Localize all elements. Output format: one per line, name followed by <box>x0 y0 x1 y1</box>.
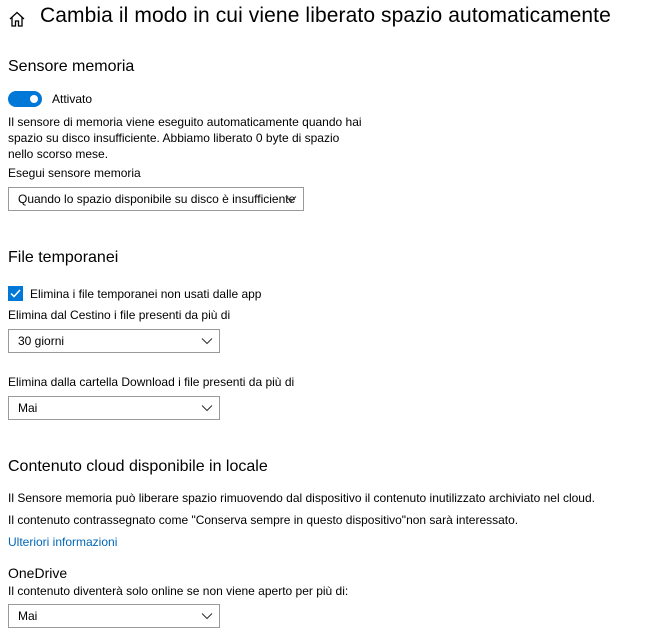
downloads-dropdown[interactable] <box>8 396 220 420</box>
learn-more-link[interactable]: Ulteriori informazioni <box>8 535 118 549</box>
chevron-down-icon <box>201 612 213 620</box>
home-icon[interactable] <box>8 10 26 28</box>
storage-sense-description-line-2: spazio su disco insufficiente. Abbiamo liberato 0 byte di spazio <box>8 131 340 145</box>
downloads-label: Elimina dalla cartella Download i file presenti da più di <box>8 375 295 389</box>
cloud-description-line-1: Il Sensore memoria può liberare spazio rimuovendo dal dispositivo il contenuto inutilizzato archiviato nel cloud. <box>8 491 595 505</box>
run-storage-sense-dropdown[interactable] <box>8 187 304 211</box>
dropdown-value: Mai <box>18 401 38 415</box>
toggle-state-label: Attivato <box>52 92 93 106</box>
dropdown-value: Quando lo spazio disponibile su disco è insufficiente <box>18 192 296 206</box>
chevron-down-icon <box>201 404 213 412</box>
temp-files-heading: File temporanei <box>8 249 119 266</box>
toggle-knob <box>30 95 38 103</box>
onedrive-label: Il contenuto diventerà solo online se non viene aperto per più di: <box>8 584 349 598</box>
storage-sense-description-line-3: nello scorso mese. <box>8 147 109 161</box>
cloud-content-heading: Contenuto cloud disponibile in locale <box>8 458 268 475</box>
delete-temp-files-label: Elimina i file temporanei non usati dalle app <box>30 287 262 301</box>
storage-sense-description-line-1: Il sensore di memoria viene eseguito automaticamente quando hai <box>8 115 362 129</box>
dropdown-value: Mai <box>18 609 38 623</box>
chevron-down-icon <box>285 195 297 203</box>
chevron-down-icon <box>201 337 213 345</box>
recycle-bin-dropdown[interactable] <box>8 329 220 353</box>
cloud-description-line-2: Il contenuto contrassegnato come "Conserva sempre in questo dispositivo"non sarà interessato. <box>8 513 519 527</box>
page-title: Cambia il modo in cui viene liberato spazio automaticamente <box>40 4 611 27</box>
dropdown-value: 30 giorni <box>18 334 65 348</box>
onedrive-heading: OneDrive <box>8 565 68 581</box>
onedrive-dropdown[interactable] <box>8 604 220 628</box>
checkmark-icon <box>8 286 23 301</box>
storage-sense-heading: Sensore memoria <box>8 58 135 75</box>
delete-temp-files-checkbox[interactable] <box>8 286 23 301</box>
storage-sense-toggle[interactable] <box>8 91 42 107</box>
recycle-bin-label: Elimina dal Cestino i file presenti da più di <box>8 308 231 322</box>
run-storage-sense-label: Esegui sensore memoria <box>8 166 141 180</box>
